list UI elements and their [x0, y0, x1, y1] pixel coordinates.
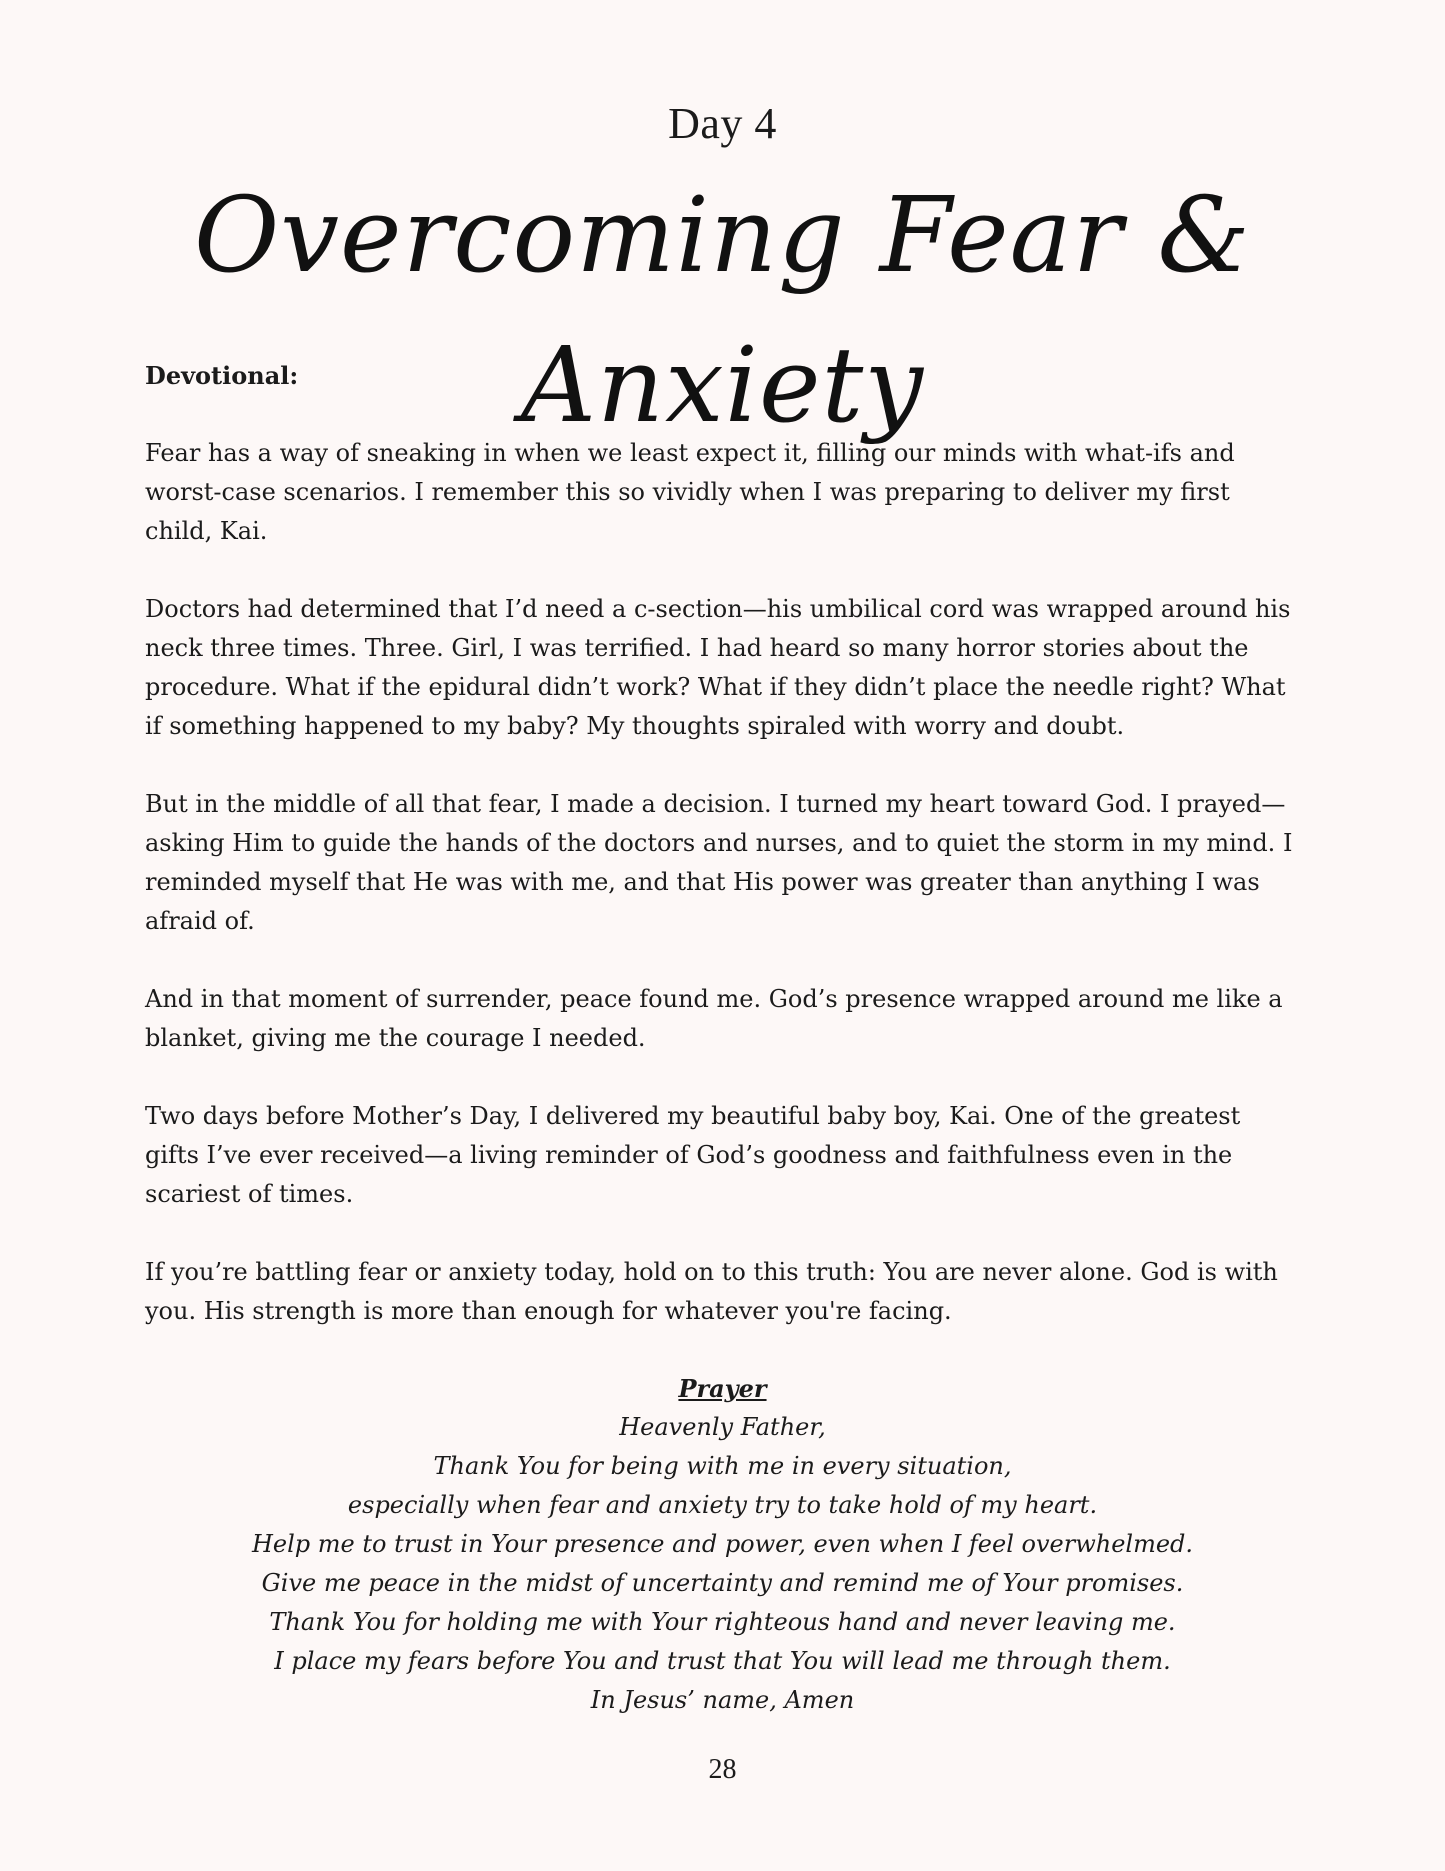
- prayer-line: Thank You for holding me with Your righteous hand and never leaving me.: [269, 1608, 1176, 1636]
- devotional-paragraph: If you’re battling fear or anxiety today, hold on to this truth: You are never alone. God is with you. His strength is more than enough for whatever you're facing.: [145, 1258, 1278, 1325]
- day-label: Day 4: [668, 99, 777, 148]
- devotional-paragraph: Doctors had determined that I’d need a c-section—his umbilical cord was wrapped around his neck three times. Three. Girl, I was terrified. I had heard so many horror stories about the procedure. What if the epidural didn’t work? What if they didn’t place the needle right? What if something happened to my baby? My thoughts spiraled with worry and doubt.: [145, 595, 1291, 740]
- devotional-paragraph: And in that moment of surrender, peace found me. God’s presence wrapped around me like a blanket, giving me the courage I needed.: [145, 985, 1283, 1052]
- devotional-body: [145, 356, 1300, 1370]
- prayer-line: I place my fears before You and trust that You will lead me through them.: [274, 1647, 1171, 1675]
- prayer-line: Help me to trust in Your presence and power, even when I feel overwhelmed.: [251, 1530, 1194, 1558]
- prayer-line: especially when fear and anxiety try to take hold of my heart.: [347, 1491, 1098, 1519]
- prayer-line: In Jesus’ name, Amen: [590, 1686, 855, 1714]
- devotional-paragraph: But in the middle of all that fear, I made a decision. I turned my heart toward God. I prayed—asking Him to guide the hands of the doctors and nurses, and to quiet the storm in my mind. I reminded myself that He was with me, and that His power was greater than anything I was afraid of.: [145, 790, 1293, 935]
- prayer-section: [0, 1369, 1445, 1720]
- prayer-line: Give me peace in the midst of uncertainty and remind me of Your promises.: [261, 1569, 1184, 1597]
- prayer-heading: Prayer: [678, 1374, 767, 1403]
- prayer-line: Heavenly Father,: [619, 1413, 826, 1441]
- devotional-paragraph: Fear has a way of sneaking in when we least expect it, filling our minds with what-ifs and worst-case scenarios. I remember this so vividly when I was preparing to deliver my first child, Kai.: [145, 439, 1235, 545]
- page-number: 28: [708, 1754, 737, 1785]
- devotional-paragraph: Two days before Mother’s Day, I delivered my beautiful baby boy, Kai. One of the greatest gifts I’ve ever received—a living reminder of God’s goodness and faithfulness even in the scariest of times.: [145, 1102, 1241, 1208]
- devotional-label: Devotional:: [145, 361, 299, 390]
- prayer-line: Thank You for being with me in every situation,: [433, 1452, 1012, 1480]
- page-title: Overcoming Fear & Anxiety: [194, 174, 1251, 446]
